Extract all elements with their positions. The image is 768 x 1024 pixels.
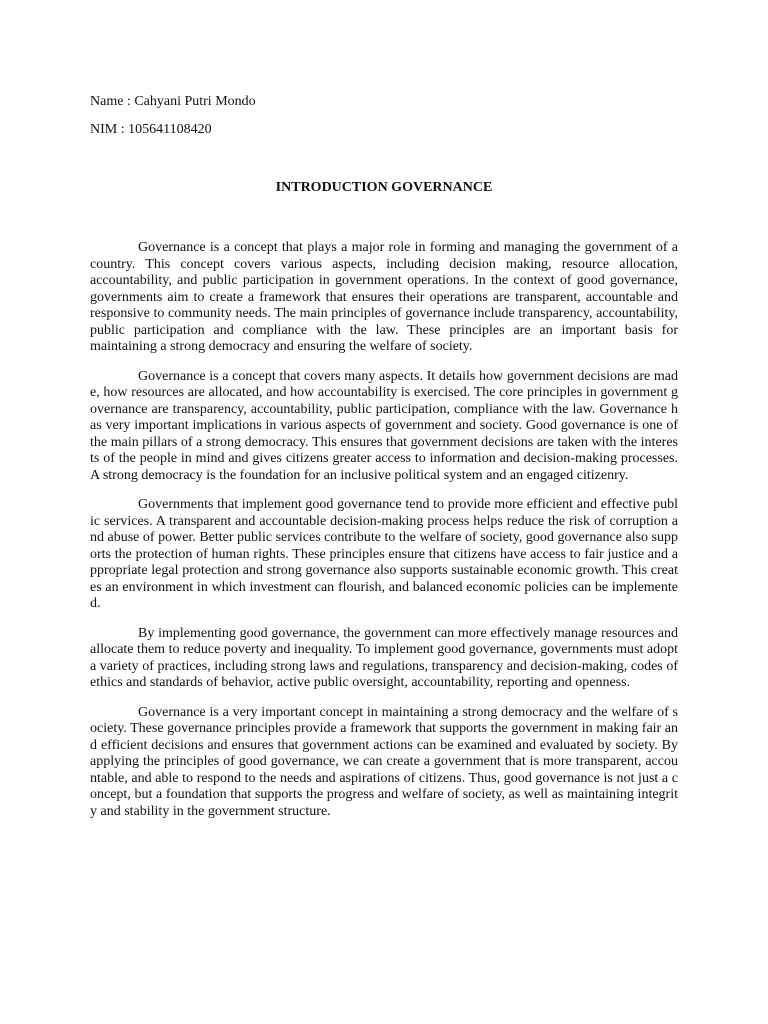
student-nim: NIM : 105641108420 [90, 122, 212, 137]
paragraph-1: Governance is a concept that plays a major role in forming and managing the government of a country. This concept covers various aspects, including decision making, resource allocation, accountability, and public participation in government operations. In the context of good governance, governments aim to create a framework that ensures their operations are transparent, accountable and responsive to community needs. The main principles of governance include transparency, accountability, public participation and compliance with the law. These principles are an important basis for maintaining a strong democracy and ensuring the welfare of society. [90, 240, 678, 354]
paragraph-3: Governments that implement good governance tend to provide more efficient and effective public services. A transparent and accountable decision-making process helps reduce the risk of corruption and abuse of power. Better public services contribute to the welfare of society, good governance also supports the protection of human rights. These principles ensure that citizens have access to fair justice and appropriate legal protection and strong governance also supports sustainable economic growth. This creates an environment in which investment can flourish, and balanced economic policies can be implemented. [90, 497, 678, 611]
paragraph-4: By implementing good governance, the government can more effectively manage resources and allocate them to reduce poverty and inequality. To implement good governance, governments must adopt a variety of practices, including strong laws and regulations, transparency and decision-making, codes of ethics and standards of behavior, active public oversight, accountability, reporting and openness. [90, 625, 678, 690]
document-title: INTRODUCTION GOVERNANCE [275, 180, 493, 195]
document-page [90, 92, 678, 833]
paragraph-5: Governance is a very important concept in maintaining a strong democracy and the welfare of society. These governance principles provide a framework that supports the government in making fair and efficient decisions and ensures that government actions can be examined and evaluated by society. By applying the principles of good governance, we can create a government that is more transparent, accountable, and able to respond to the needs and aspirations of citizens. Thus, good governance is not just a concept, but a foundation that supports the progress and welfare of society, as well as maintaining integrity and stability in the government structure. [90, 704, 678, 819]
paragraph-2: Governance is a concept that covers many aspects. It details how government decisions are made, how resources are allocated, and how accountability is exercised. The core principles in government governance are transparency, accountability, public participation, compliance with the law. Governance has very important implications in various aspects of government and society. Good governance is one of the main pillars of a strong democracy. This ensures that government decisions are taken with the interests of the people in mind and gives citizens greater access to information and decision-making processes. A strong democracy is the foundation for an inclusive political system and an engaged citizenry. [90, 368, 678, 483]
student-name: Name : Cahyani Putri Mondo [90, 94, 256, 109]
